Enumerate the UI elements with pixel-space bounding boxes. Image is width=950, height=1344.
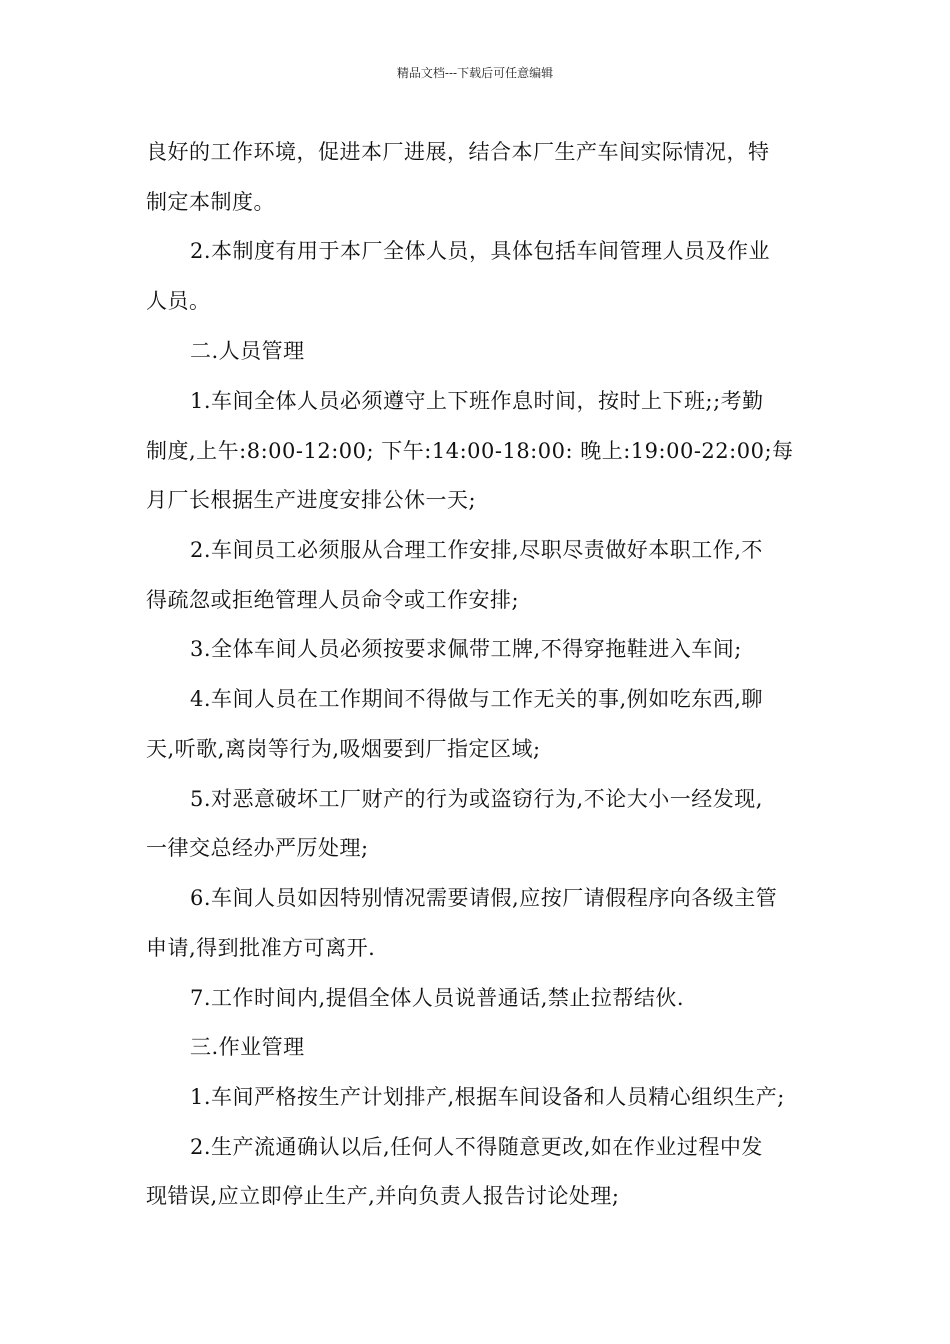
paragraph-line: 2.车间员工必须服从合理工作安排,尽职尽责做好本职工作,不 — [190, 538, 763, 562]
paragraph-line: 1.车间全体人员必须遵守上下班作息时间，按时上下班;;考勤 — [190, 389, 764, 413]
paragraph-line: 5.对恶意破坏工厂财产的行为或盗窃行为,不论大小一经发现, — [190, 787, 763, 811]
section-heading: 二.人员管理 — [190, 339, 305, 363]
paragraph-line: 一律交总经办严厉处理; — [146, 836, 369, 860]
paragraph-line: 人员。 — [146, 289, 211, 313]
page-header: 精品文档---下载后可任意编辑 — [396, 66, 554, 80]
paragraph-line: 7.工作时间内,提倡全体人员说普通话,禁止拉帮结伙. — [190, 986, 685, 1010]
paragraph-line: 良好的工作环境，促进本厂进展，结合本厂生产车间实际情况，特 — [146, 140, 770, 164]
paragraph-line: 4.车间人员在工作期间不得做与工作无关的事,例如吃东西,聊 — [190, 687, 763, 711]
paragraph-line: 2.生产流通确认以后,任何人不得随意更改,如在作业过程中发 — [190, 1135, 763, 1159]
paragraph-line: 2.本制度有用于本厂全体人员，具体包括车间管理人员及作业 — [190, 239, 771, 263]
paragraph-line: 得疏忽或拒绝管理人员命令或工作安排; — [146, 588, 520, 612]
paragraph-line: 月厂长根据生产进度安排公休一天; — [146, 488, 477, 512]
section-heading: 三.作业管理 — [190, 1035, 305, 1059]
paragraph-line: 现错误,应立即停止生产,并向负责人报告讨论处理; — [146, 1184, 620, 1208]
paragraph-line: 3.全体车间人员必须按要求佩带工牌,不得穿拖鞋进入车间; — [190, 637, 742, 661]
paragraph-line: 天,听歌,离岗等行为,吸烟要到厂指定区域; — [146, 737, 541, 761]
paragraph-line: 6.车间人员如因特别情况需要请假,应按厂请假程序向各级主管 — [190, 886, 778, 910]
paragraph-line: 制度,上午:8:00-12:00; 下午:14:00-18:00: 晚上:19:00-22:00;每 — [146, 439, 794, 463]
paragraph-line: 1.车间严格按生产计划排产,根据车间设备和人员精心组织生产; — [190, 1085, 785, 1109]
paragraph-line: 制定本制度。 — [146, 190, 275, 214]
paragraph-line: 申请,得到批准方可离开. — [146, 936, 376, 960]
